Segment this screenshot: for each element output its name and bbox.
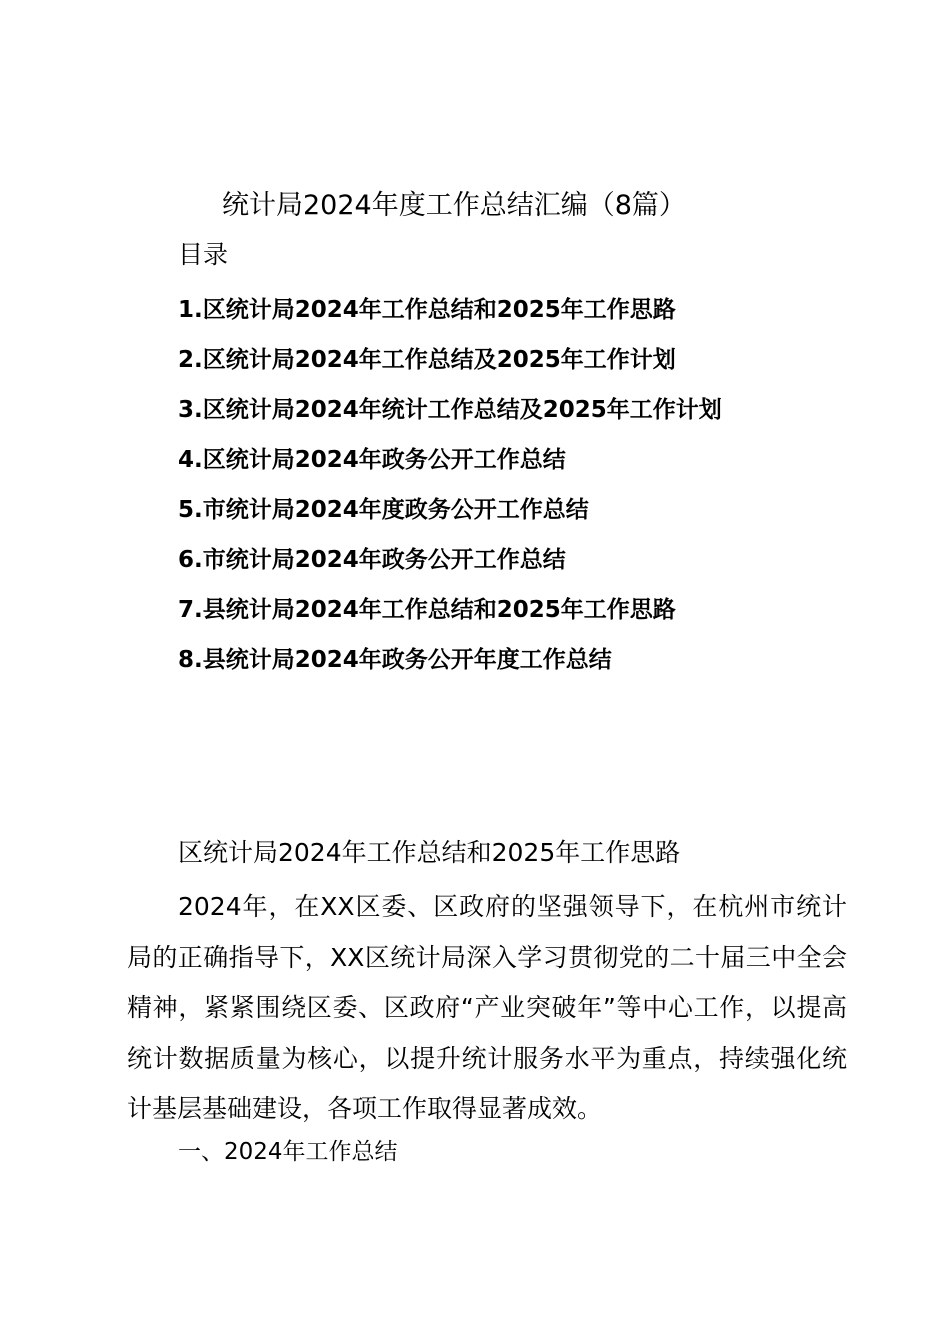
toc-item-6[interactable]: 6.市统计局2024年政务公开工作总结: [178, 547, 566, 573]
toc-item-4[interactable]: 4.区统计局2024年政务公开工作总结: [178, 447, 566, 473]
document-title: 统计局2024年度工作总结汇编（8篇）: [222, 190, 686, 221]
toc-item-5[interactable]: 5.市统计局2024年度政务公开工作总结: [178, 497, 589, 523]
toc-item-1[interactable]: 1.区统计局2024年工作总结和2025年工作思路: [178, 297, 676, 323]
body-paragraph: 2024年，在XX区委、区政府的坚强领导下，在杭州市统计局的正确指导下，XX区统计局深入学习贯彻党的二十届三中全会精神，紧紧围绕区委、区政府“产业突破年”等中心工作，以提高统计数据质量为核心，以提升统计服务水平为重点，持续强化统计基层基础建设，各项工作取得显著成效。: [127, 892, 847, 1123]
toc-heading: 目录: [178, 240, 229, 269]
toc-item-3[interactable]: 3.区统计局2024年统计工作总结及2025年工作计划: [178, 397, 722, 423]
section-subheading: 一、2024年工作总结: [178, 1139, 398, 1165]
toc-item-2[interactable]: 2.区统计局2024年工作总结及2025年工作计划: [178, 347, 676, 373]
toc-item-8[interactable]: 8.县统计局2024年政务公开年度工作总结: [178, 647, 612, 673]
table-of-contents: [178, 285, 722, 685]
toc-item-7[interactable]: 7.县统计局2024年工作总结和2025年工作思路: [178, 597, 676, 623]
section-title: 区统计局2024年工作总结和2025年工作思路: [178, 838, 681, 867]
